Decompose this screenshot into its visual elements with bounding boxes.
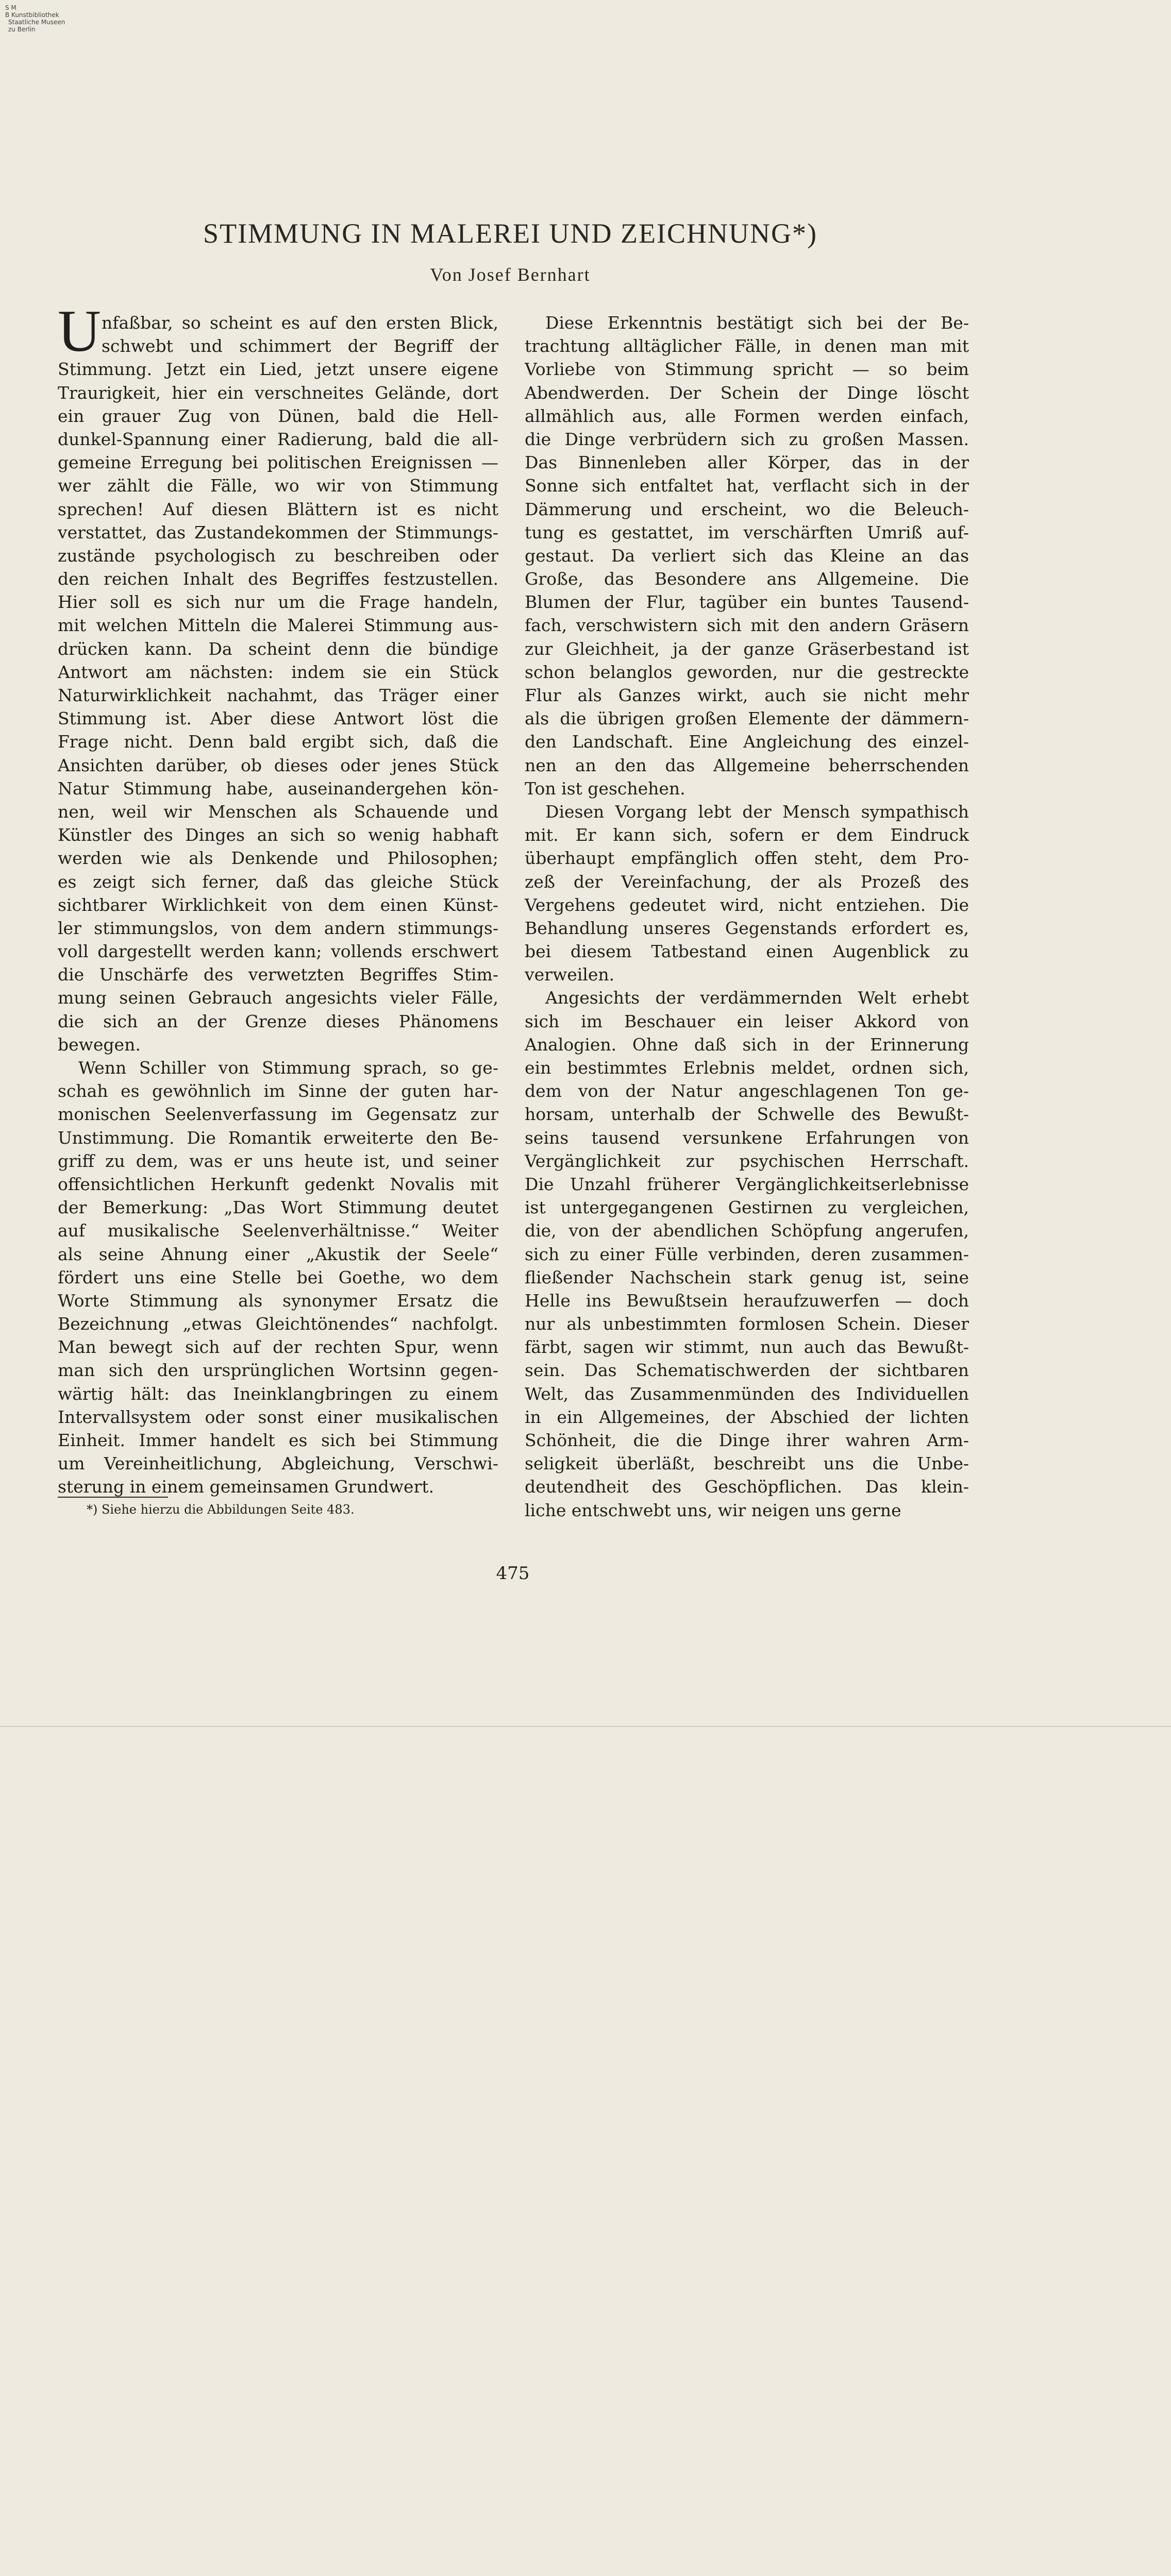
footnote-rule <box>58 1497 168 1498</box>
text-line: als die übrigen großen Elemente der dämmern- <box>525 708 969 729</box>
text-line: trachtung alltäglicher Fälle, in denen man mit <box>525 336 969 357</box>
right-column <box>525 311 969 1522</box>
text-line: nfaßbar, so scheint es auf den ersten Blick, <box>102 313 498 333</box>
text-line: seligkeit überläßt, beschreibt uns die Unbe- <box>525 1453 969 1474</box>
text-line: bewegen. <box>58 1034 141 1055</box>
text-line: Große, das Besondere ans Allgemeine. Die <box>525 569 969 589</box>
text-line: Vergehens gedeutet wird, nicht entziehen. Die <box>525 894 969 915</box>
text-line: Blumen der Flur, tagüber ein buntes Tausend- <box>525 592 969 613</box>
text-line: horsam, unterhalb der Schwelle des Bewußt- <box>525 1104 969 1125</box>
text-line: Schönheit, die die Dinge ihrer wahren Arm- <box>525 1430 969 1450</box>
text-line: griff zu dem, was er uns heute ist, und seiner <box>58 1150 498 1171</box>
text-line: sichtbarer Wirklichkeit von dem einen Künst- <box>58 894 498 915</box>
text-line: Dämmerung und erscheint, wo die Beleuch- <box>525 499 969 519</box>
text-line: liche entschwebt uns, wir neigen uns gerne <box>525 1500 901 1520</box>
text-line: sprechen! Auf diesen Blättern ist es nicht <box>58 499 498 519</box>
text-line: deutendheit des Geschöpflichen. Das klein- <box>525 1477 969 1497</box>
library-stamp <box>5 4 108 33</box>
text-line: fließender Nachschein stark genug ist, seine <box>525 1267 969 1287</box>
text-line: drücken kann. Da scheint denn die bündige <box>58 638 498 659</box>
text-line: schwebt und schimmert der Begriff der <box>102 336 498 357</box>
text-line: färbt, sagen wir stimmt, nun auch das Bewußt- <box>525 1337 969 1358</box>
text-line: überhaupt empfänglich offen steht, dem Pro- <box>525 848 969 869</box>
footer-bar <box>0 1726 1171 1813</box>
text-line: zeß der Vereinfachung, der als Prozeß des <box>525 871 969 892</box>
text-line: den Landschaft. Eine Angleichung des einzel- <box>525 732 969 752</box>
footnote: *) Siehe hierzu die Abbildungen Seite 483. <box>87 1502 355 1517</box>
text-line: den reichen Inhalt des Begriffes festzustellen. <box>58 569 498 589</box>
stamp-line: Staatliche Museen <box>8 19 65 26</box>
text-line: Das Binnenleben aller Körper, das in der <box>525 452 969 473</box>
text-line: Frage nicht. Denn bald ergibt sich, daß die <box>58 732 498 752</box>
stamp-line: zu Berlin <box>8 26 36 33</box>
text-line: Naturwirklichkeit nachahmt, das Träger einer <box>58 685 498 705</box>
text-line: ler stimmungslos, von dem andern stimmungs- <box>58 918 498 938</box>
text-line: als seine Ahnung einer „Akustik der Seele“ <box>58 1244 498 1264</box>
text-line: sterung in einem gemeinsamen Grundwert. <box>58 1477 434 1497</box>
page-number: 475 <box>496 1563 530 1584</box>
text-line: Intervallsystem oder sonst einer musikalischen <box>58 1406 498 1427</box>
text-line: Sonne sich entfaltet hat, verflacht sich in der <box>525 476 969 496</box>
text-line: man sich den ursprünglichen Wortsinn gegen- <box>58 1360 498 1381</box>
text-line: ist untergegangenen Gestirnen zu vergleichen, <box>525 1197 969 1218</box>
text-line: Ansichten darüber, ob dieses oder jenes Stück <box>58 755 498 775</box>
text-line: die Dinge verbrüdern sich zu großen Massen. <box>525 429 969 449</box>
text-line: in ein Allgemeines, der Abschied der lichten <box>525 1406 969 1427</box>
text-line: um Vereinheitlichung, Abgleichung, Verschwi- <box>58 1453 498 1474</box>
text-line: nen an den das Allgemeine beherrschenden <box>525 755 969 775</box>
text-line: Die Unzahl früherer Vergänglichkeitserlebnisse <box>525 1174 969 1194</box>
text-line: wer zählt die Fälle, wo wir von Stimmung <box>58 476 498 496</box>
text-line: die Unschärfe des verwetzten Begriffes Stim- <box>58 964 498 985</box>
text-line: allmählich aus, alle Formen werden einfach, <box>525 405 969 426</box>
text-line: Künstler des Dinges an sich so wenig habhaft <box>58 825 498 845</box>
text-line: es zeigt sich ferner, daß das gleiche Stück <box>58 871 498 892</box>
text-line: Man bewegt sich auf der rechten Spur, wenn <box>58 1337 498 1358</box>
text-line: bei diesem Tatbestand einen Augenblick zu <box>525 941 969 962</box>
text-line: verstattet, das Zustandekommen der Stimmungs- <box>58 522 498 543</box>
text-line: mit welchen Mitteln die Malerei Stimmung aus- <box>58 615 498 636</box>
text-line: sein. Das Schematischwerden der sichtbaren <box>525 1360 969 1381</box>
left-column <box>58 311 498 1499</box>
text-line: Stimmung ist. Aber diese Antwort löst die <box>58 708 498 729</box>
text-line: fach, verschwistern sich mit den andern Gräsern <box>525 615 969 636</box>
text-line: monischen Seelenverfassung im Gegensatz zur <box>58 1104 498 1125</box>
text-line: auf musikalische Seelenverhältnisse.“ Weiter <box>58 1221 498 1241</box>
text-line: Bezeichnung „etwas Gleichtönendes“ nachfolgt. <box>58 1314 498 1334</box>
text-line: Antwort am nächsten: indem sie ein Stück <box>58 662 498 682</box>
text-line: Helle ins Bewußtsein heraufzuwerfen — doch <box>525 1290 969 1311</box>
article-title: STIMMUNG IN MALEREI UND ZEICHNUNG*) <box>203 218 817 249</box>
text-line: schon belanglos geworden, nur die gestreckte <box>525 662 969 682</box>
text-line: gestaut. Da verliert sich das Kleine an das <box>525 545 969 566</box>
text-line: schah es gewöhnlich im Sinne der guten har- <box>58 1081 498 1101</box>
text-line: tung es gestattet, im verschärften Umriß auf- <box>525 522 969 543</box>
text-line: Abendwerden. Der Schein der Dinge löscht <box>525 382 969 403</box>
text-line: Unstimmung. Die Romantik erweiterte den Be- <box>58 1127 498 1148</box>
text-line: verweilen. <box>525 964 615 985</box>
text-line: seins tausend versunkene Erfahrungen von <box>525 1127 969 1148</box>
text-line: Einheit. Immer handelt es sich bei Stimmung <box>58 1430 498 1450</box>
stamp-line: S M <box>5 4 16 11</box>
text-line: werden wie als Denkende und Philosophen; <box>58 848 498 869</box>
text-line: dem von der Natur angeschlagenen Ton ge- <box>525 1081 969 1101</box>
text-line: Vorliebe von Stimmung spricht — so beim <box>525 359 969 380</box>
text-line: die sich an der Grenze dieses Phänomens <box>58 1011 498 1031</box>
text-line: Behandlung unseres Gegenstands erfordert es, <box>525 918 969 938</box>
text-line: Ton ist geschehen. <box>525 778 685 799</box>
text-line: Wenn Schiller von Stimmung sprach, so ge- <box>78 1058 498 1078</box>
text-line: der Bemerkung: „Das Wort Stimmung deutet <box>58 1197 498 1218</box>
text-line: Natur Stimmung habe, auseinandergehen kön- <box>58 778 498 799</box>
text-line: dunkel-Spannung einer Radierung, bald die all- <box>58 429 498 449</box>
text-line: fördert uns eine Stelle bei Goethe, wo dem <box>58 1267 498 1287</box>
text-line: mung seinen Gebrauch angesichts vieler Fälle, <box>58 988 498 1008</box>
text-line: Diese Erkenntnis bestätigt sich bei der Be- <box>545 313 969 333</box>
text-line: Stimmung. Jetzt ein Lied, jetzt unsere eigene <box>58 359 498 380</box>
text-line: Traurigkeit, hier ein verschneites Gelände, dort <box>58 382 498 403</box>
text-line: nur als unbestimmten formlosen Schein. Dieser <box>525 1314 969 1334</box>
stamp-line: B Kunstbibliothek <box>5 11 59 19</box>
text-line: nen, weil wir Menschen als Schauende und <box>58 801 498 822</box>
text-line: zustände psychologisch zu beschreiben oder <box>58 545 498 566</box>
text-line: mit. Er kann sich, sofern er dem Eindruck <box>525 825 969 845</box>
text-line: Vergänglichkeit zur psychischen Herrschaft. <box>525 1150 969 1171</box>
drop-cap: U <box>58 298 101 364</box>
text-line: voll dargestellt werden kann; vollends erschwert <box>58 941 498 962</box>
text-line: Analogien. Ohne daß sich in der Erinnerung <box>525 1034 969 1055</box>
text-line: ein bestimmtes Erlebnis meldet, ordnen sich, <box>525 1058 969 1078</box>
text-line: zur Gleichheit, ja der ganze Gräserbestand ist <box>525 638 969 659</box>
text-line: gemeine Erregung bei politischen Ereignissen — <box>58 452 498 473</box>
text-line: Diesen Vorgang lebt der Mensch sympathisch <box>545 801 969 822</box>
article-author: Von Josef Bernhart <box>430 264 591 285</box>
text-line: ein grauer Zug von Dünen, bald die Hell- <box>58 405 498 426</box>
text-line: Flur als Ganzes wirkt, auch sie nicht mehr <box>525 685 969 705</box>
text-line: die, von der abendlichen Schöpfung angerufen, <box>525 1221 969 1241</box>
text-line: wärtig hält: das Ineinklangbringen zu einem <box>58 1383 498 1404</box>
text-line: sich zu einer Fülle verbinden, deren zusammen- <box>525 1244 969 1264</box>
text-line: Angesichts der verdämmernden Welt erhebt <box>545 988 969 1008</box>
text-line: offensichtlichen Herkunft gedenkt Novalis mit <box>58 1174 498 1194</box>
text-line: Hier soll es sich nur um die Frage handeln, <box>58 592 498 613</box>
text-line: Worte Stimmung als synonymer Ersatz die <box>58 1290 498 1311</box>
text-line: Welt, das Zusammenmünden des Individuellen <box>525 1383 969 1404</box>
text-line: sich im Beschauer ein leiser Akkord von <box>525 1011 969 1031</box>
